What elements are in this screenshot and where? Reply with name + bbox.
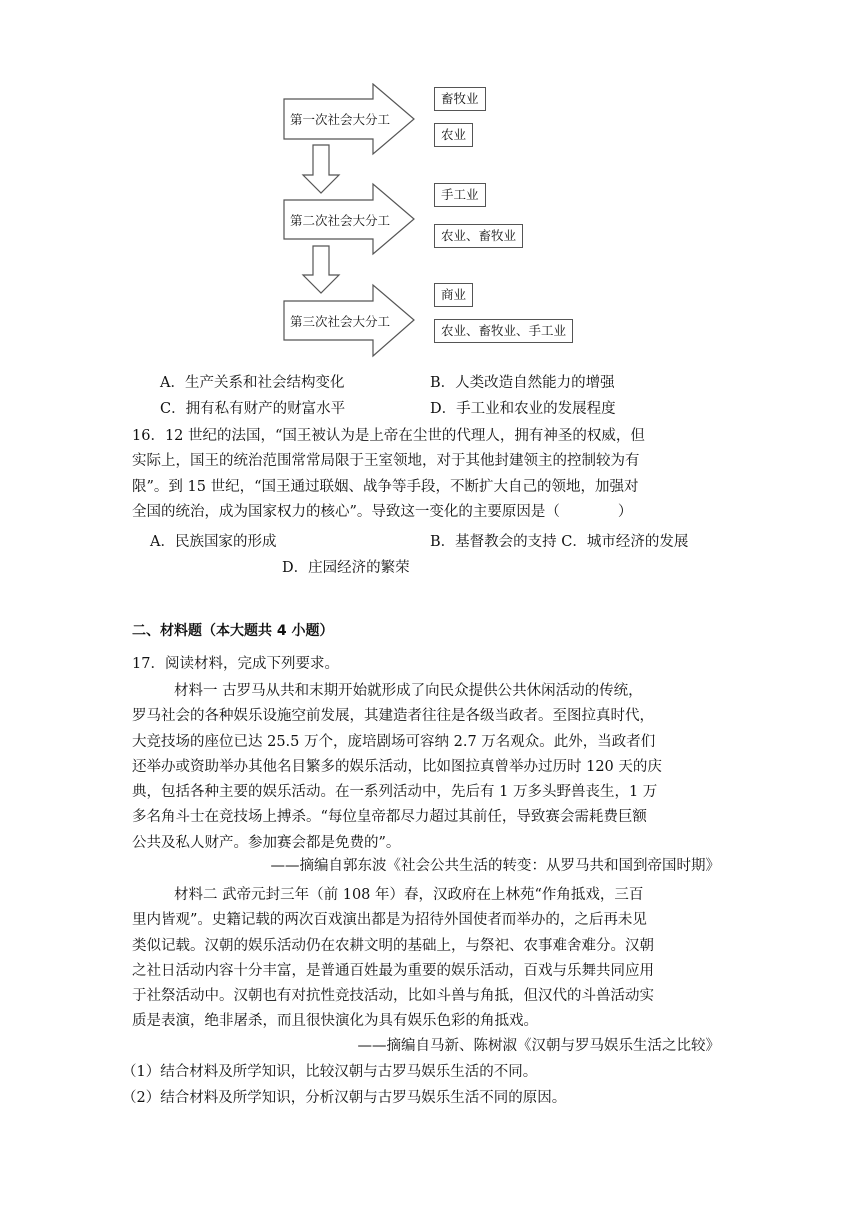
material-2-line: 里内皆观”。史籍记载的两次百戏演出都是为招待外国使者而举办的，之后再未见 bbox=[132, 912, 647, 929]
q17-subquestion-2: （2）结合材料及所学知识，分析汉朝与古罗马娱乐生活不同的原因。 bbox=[122, 1090, 567, 1106]
stage-2-label: 第二次社会大分工 bbox=[290, 213, 391, 228]
material-2-line: 于社祭活动中。汉朝也有对抗性竞技活动，比如斗兽与角抵，但汉代的斗兽活动实 bbox=[132, 988, 654, 1005]
q16-option-bc: B．基督教会的支持 C．城市经济的发展 bbox=[430, 534, 689, 550]
material-1-line: 还举办或资助举办其他名目繁多的娱乐活动，比如图拉真曾举办过历时 120 天的庆 bbox=[132, 758, 662, 775]
stage-3-box-1: 商业 bbox=[434, 283, 473, 307]
section-heading: 二、材料题（本大题共 4 小题） bbox=[132, 623, 334, 639]
stage-2-box-1: 手工业 bbox=[434, 183, 486, 207]
q16-stem bbox=[132, 424, 645, 525]
q15-option-b: B．人类改造自然能力的增强 bbox=[430, 375, 615, 391]
material-2-line: 材料二 武帝元封三年（前 108 年）春，汉政府在上林苑“作角抵戏，三百 bbox=[174, 887, 644, 903]
material-1-source: ——摘编自郭东波《社会公共生活的转变：从罗马共和国到帝国时期》 bbox=[270, 858, 720, 874]
material-1-line: 公共及私人财产。参加赛会都是免费的”。 bbox=[132, 834, 401, 851]
down-arrow-icon bbox=[303, 246, 339, 293]
division-of-labor-diagram bbox=[283, 83, 583, 363]
q17-subquestion-1: （1）结合材料及所学知识，比较汉朝与古罗马娱乐生活的不同。 bbox=[122, 1064, 538, 1080]
q16-line: 限”。到 15 世纪，“国王通过联姻、战争等手段，不断扩大自己的领地，加强对 bbox=[132, 478, 639, 495]
q16-line: 全国的统治，成为国家权力的核心”。导致这一变化的主要原因是（ ） bbox=[132, 503, 633, 520]
stage-3-label: 第三次社会大分工 bbox=[290, 314, 391, 329]
material-2-line: 之社日活动内容十分丰富，是普通百姓最为重要的娱乐活动，百戏与乐舞共同应用 bbox=[132, 962, 654, 979]
stage-2-box-2: 农业、畜牧业 bbox=[434, 224, 523, 248]
material-2-line: 质是表演，绝非屠杀，而且很快演化为具有娱乐色彩的角抵戏。 bbox=[132, 1013, 538, 1030]
q16-line: 16．12 世纪的法国，“国王被认为是上帝在尘世的代理人，拥有神圣的权威，但 bbox=[132, 428, 645, 444]
material-2-line: 类似记载。汉朝的娱乐活动仍在农耕文明的基础上，与祭祀、农事难舍难分。汉朝 bbox=[132, 937, 654, 954]
stage-1-box-2: 农业 bbox=[434, 123, 473, 147]
q16-line: 实际上，国王的统治范围常常局限于王室领地，对于其他封建领主的控制较为有 bbox=[132, 453, 640, 470]
material-1 bbox=[132, 679, 662, 856]
material-2-source: ——摘编自马新、陈树淑《汉朝与罗马娱乐生活之比较》 bbox=[357, 1038, 720, 1054]
q17-intro: 17．阅读材料，完成下列要求。 bbox=[132, 656, 339, 672]
material-1-line: 材料一 古罗马从共和末期开始就形成了向民众提供公共休闲活动的传统， bbox=[174, 683, 643, 699]
material-2 bbox=[132, 883, 654, 1035]
material-1-line: 典，包括各种主要的娱乐活动。在一系列活动中，先后有 1 万多头野兽丧生，1 万 bbox=[132, 784, 658, 801]
stage-1-box-1: 畜牧业 bbox=[434, 87, 486, 111]
down-arrow-icon bbox=[303, 145, 339, 193]
q15-option-a: A．生产关系和社会结构变化 bbox=[160, 375, 345, 391]
stage-3-box-2: 农业、畜牧业、手工业 bbox=[434, 319, 573, 343]
q16-option-d: D．庄园经济的繁荣 bbox=[282, 560, 410, 576]
stage-1-label: 第一次社会大分工 bbox=[290, 112, 391, 127]
material-1-line: 罗马社会的各种娱乐设施空前发展，其建造者往往是各级当政者。至图拉真时代， bbox=[132, 708, 654, 725]
q15-option-d: D．手工业和农业的发展程度 bbox=[430, 401, 616, 417]
q15-option-c: C．拥有私有财产的财富水平 bbox=[160, 401, 346, 417]
q16-option-a: A．民族国家的形成 bbox=[150, 534, 277, 550]
material-1-line: 多名角斗士在竞技场上搏杀。“每位皇帝都尽力超过其前任，导致赛会需耗费巨额 bbox=[132, 809, 647, 826]
material-1-line: 大竞技场的座位已达 25.5 万个，庞培剧场可容纳 2.7 万名观众。此外，当政者们 bbox=[132, 733, 656, 750]
